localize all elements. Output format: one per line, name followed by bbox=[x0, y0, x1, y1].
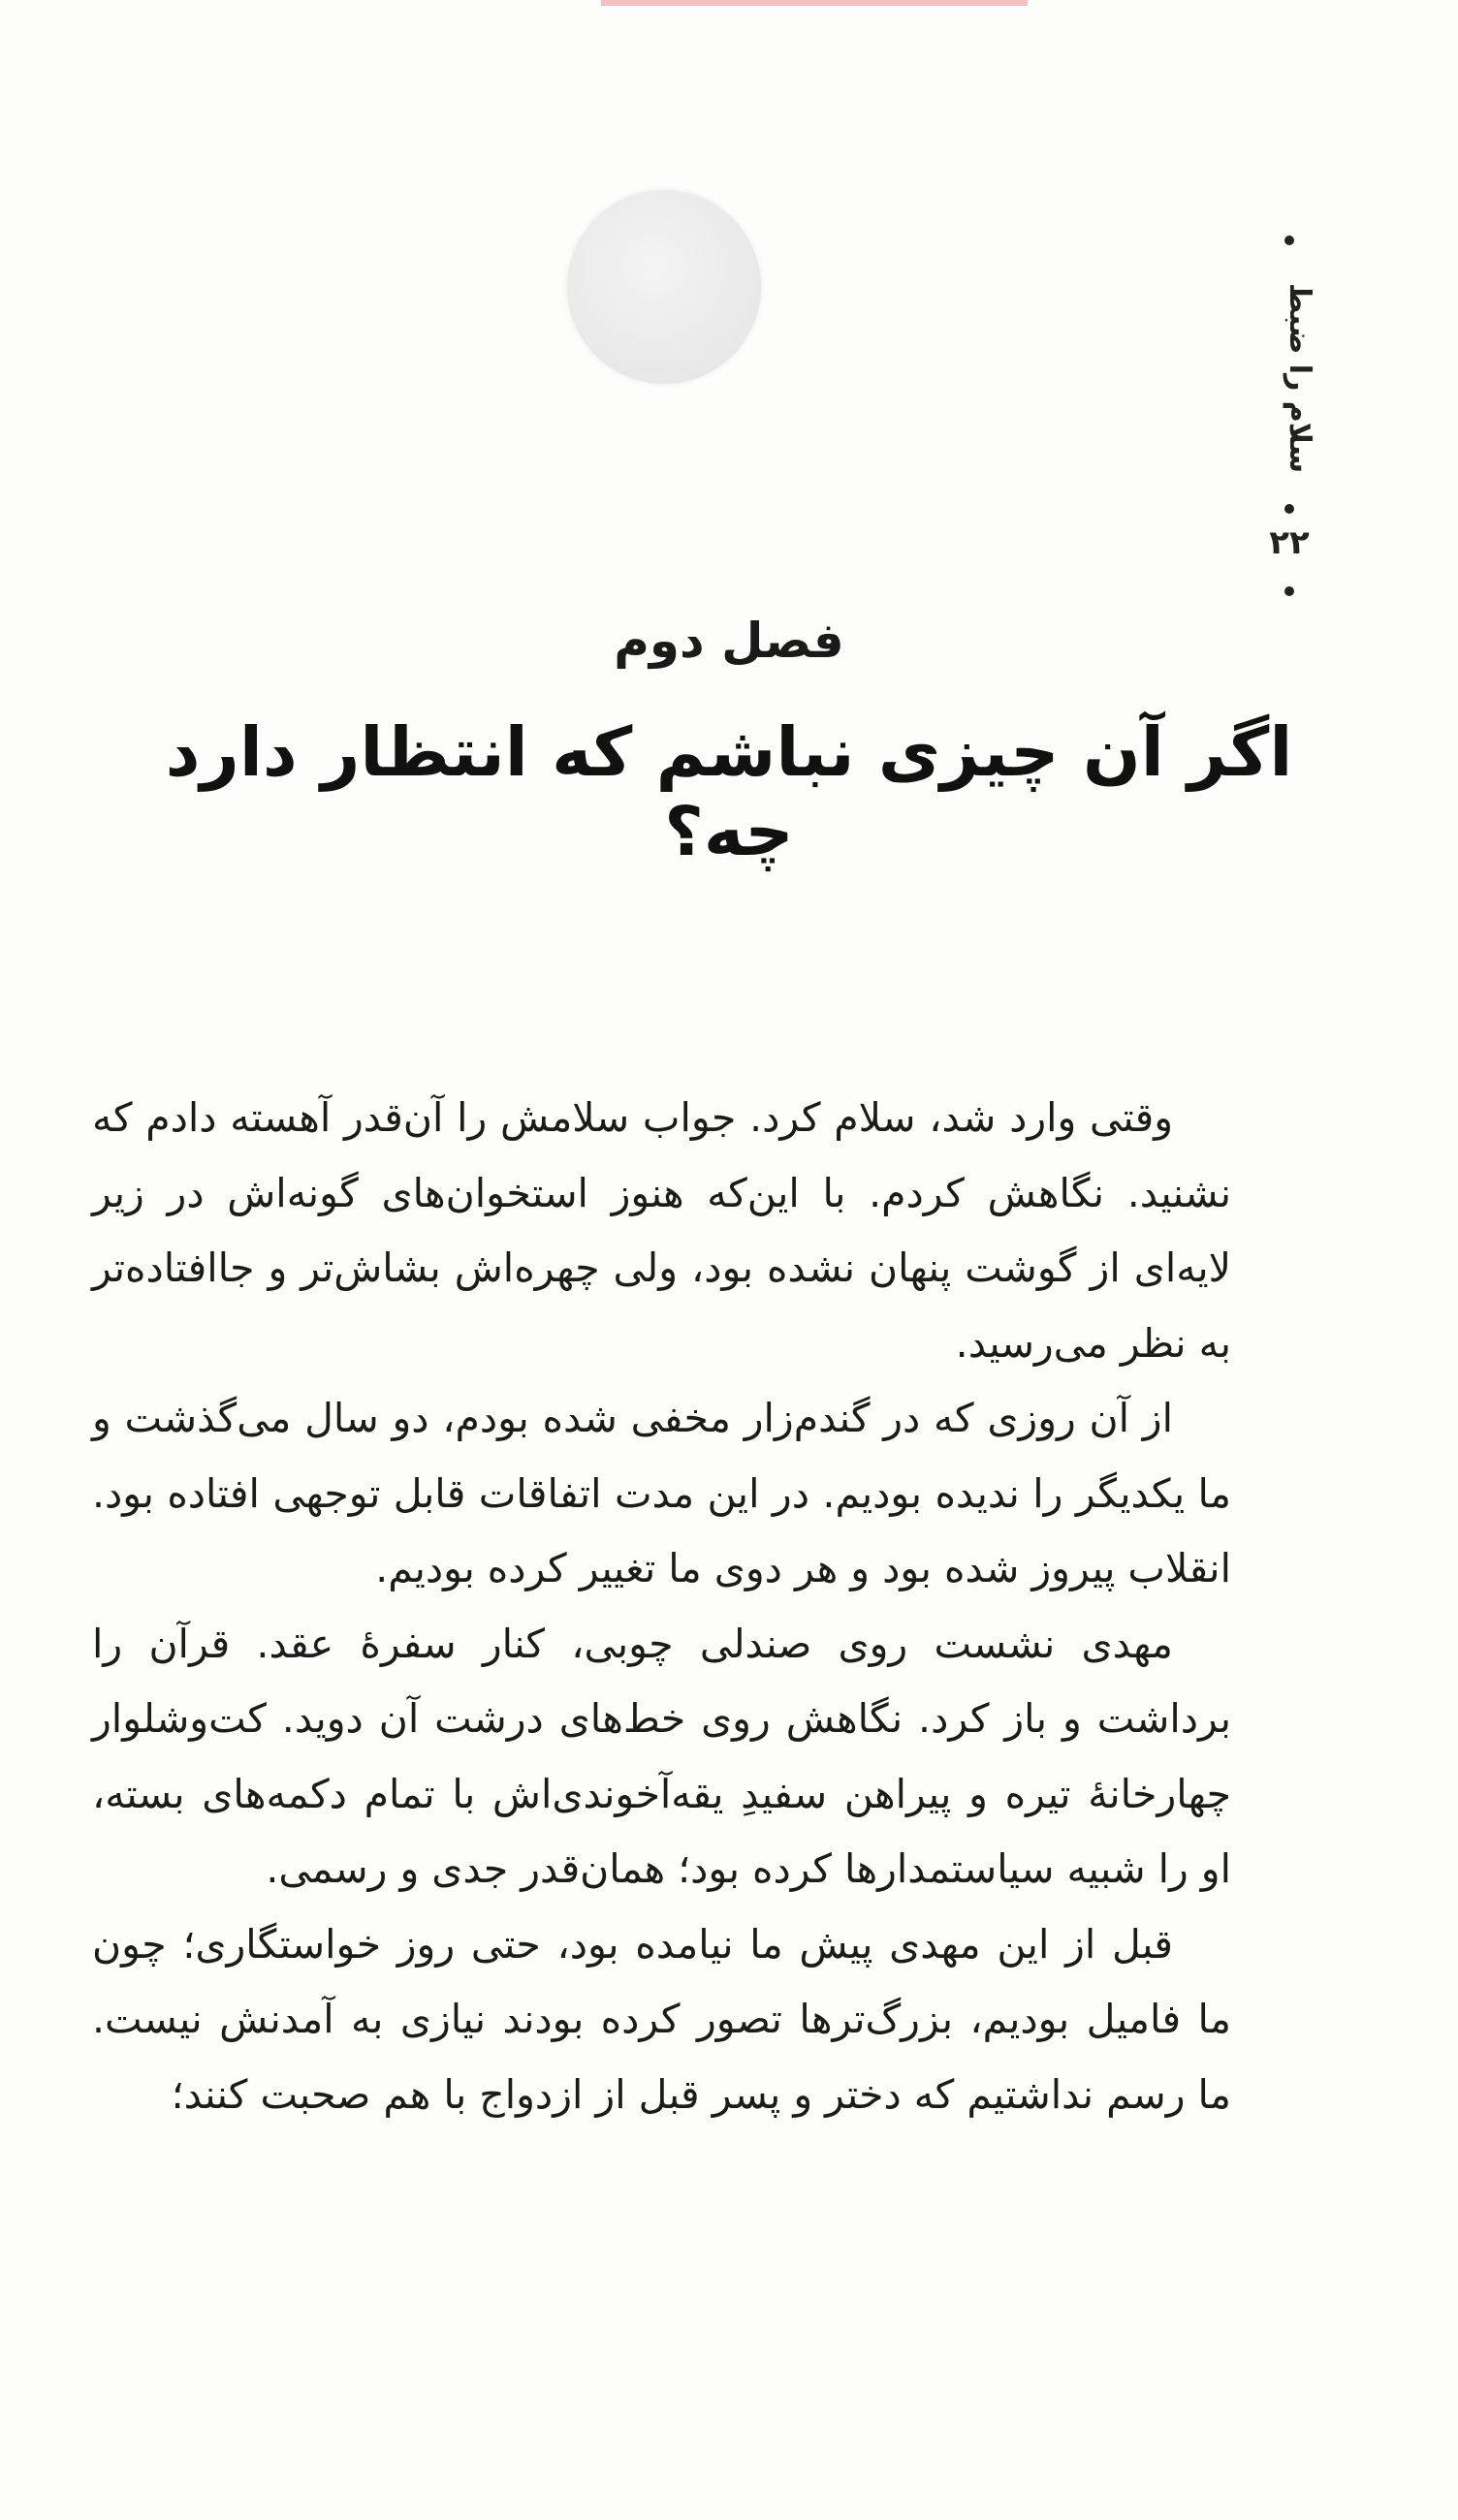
paragraph: از آن روزی که در گندم‌زار مخفی شده بودم، دو سال می‌گذشت و ما یکدیگر را ندیده بودیم. در این مدت اتفاقات قابل توجهی افتاده بود. انقلاب پیروز شده بود و هر دوی ما تغییر کرده بودیم. bbox=[92, 1395, 1231, 1591]
body-text bbox=[92, 1081, 1231, 2132]
running-head-dot-middle bbox=[1284, 504, 1294, 514]
paragraph: قبل از این مهدی پیش ما نیامده بود، حتی روز خواستگاری؛ چون ما فامیل بودیم، بزرگ‌ترها تصور کرده بودند نیازی به آمدنش نیست. ما رسم نداشتیم که دختر و پسر قبل از ازدواج با هم صحبت کنند؛ bbox=[92, 1920, 1231, 2118]
chapter-label: فصل دوم bbox=[614, 613, 844, 669]
running-head-title: سلام را ضبط bbox=[1283, 282, 1316, 474]
running-head-dot-top bbox=[1284, 236, 1294, 245]
running-head-dot-bottom bbox=[1284, 586, 1294, 596]
circular-stamp-mark bbox=[567, 190, 761, 384]
paragraph: مهدی نشست روی صندلی چوبی، کنار سفرهٔ عقد. قرآن را برداشت و باز کرد. نگاهش روی خط‌های درشت آن دوید. کت‌وشلوار چهارخانهٔ تیره و پیراهن سفیدِ یقه‌آخوندی‌اش با تمام دکمه‌های بسته، او را شبیه سیاستمدارها کرده بود؛ همان‌قدر جدی و رسمی. bbox=[92, 1620, 1231, 1892]
paragraph: وقتی وارد شد، سلام کرد. جواب سلامش را آن‌قدر آهسته دادم که نشنید. نگاهش کردم. با این‌که هنوز استخوان‌های گونه‌اش در زیر لایه‌ای از گوشت پنهان نشده بود، ولی چهره‌اش بشاش‌تر و جاافتاده‌تر به نظر می‌رسید. bbox=[92, 1094, 1231, 1367]
chapter-title: اگر آن چیزی نباشم که انتظار دارد چه؟ bbox=[165, 712, 1293, 871]
running-head bbox=[1260, 228, 1318, 615]
page-number: ۲۲ bbox=[1269, 523, 1310, 562]
top-edge-strip bbox=[601, 0, 1028, 6]
